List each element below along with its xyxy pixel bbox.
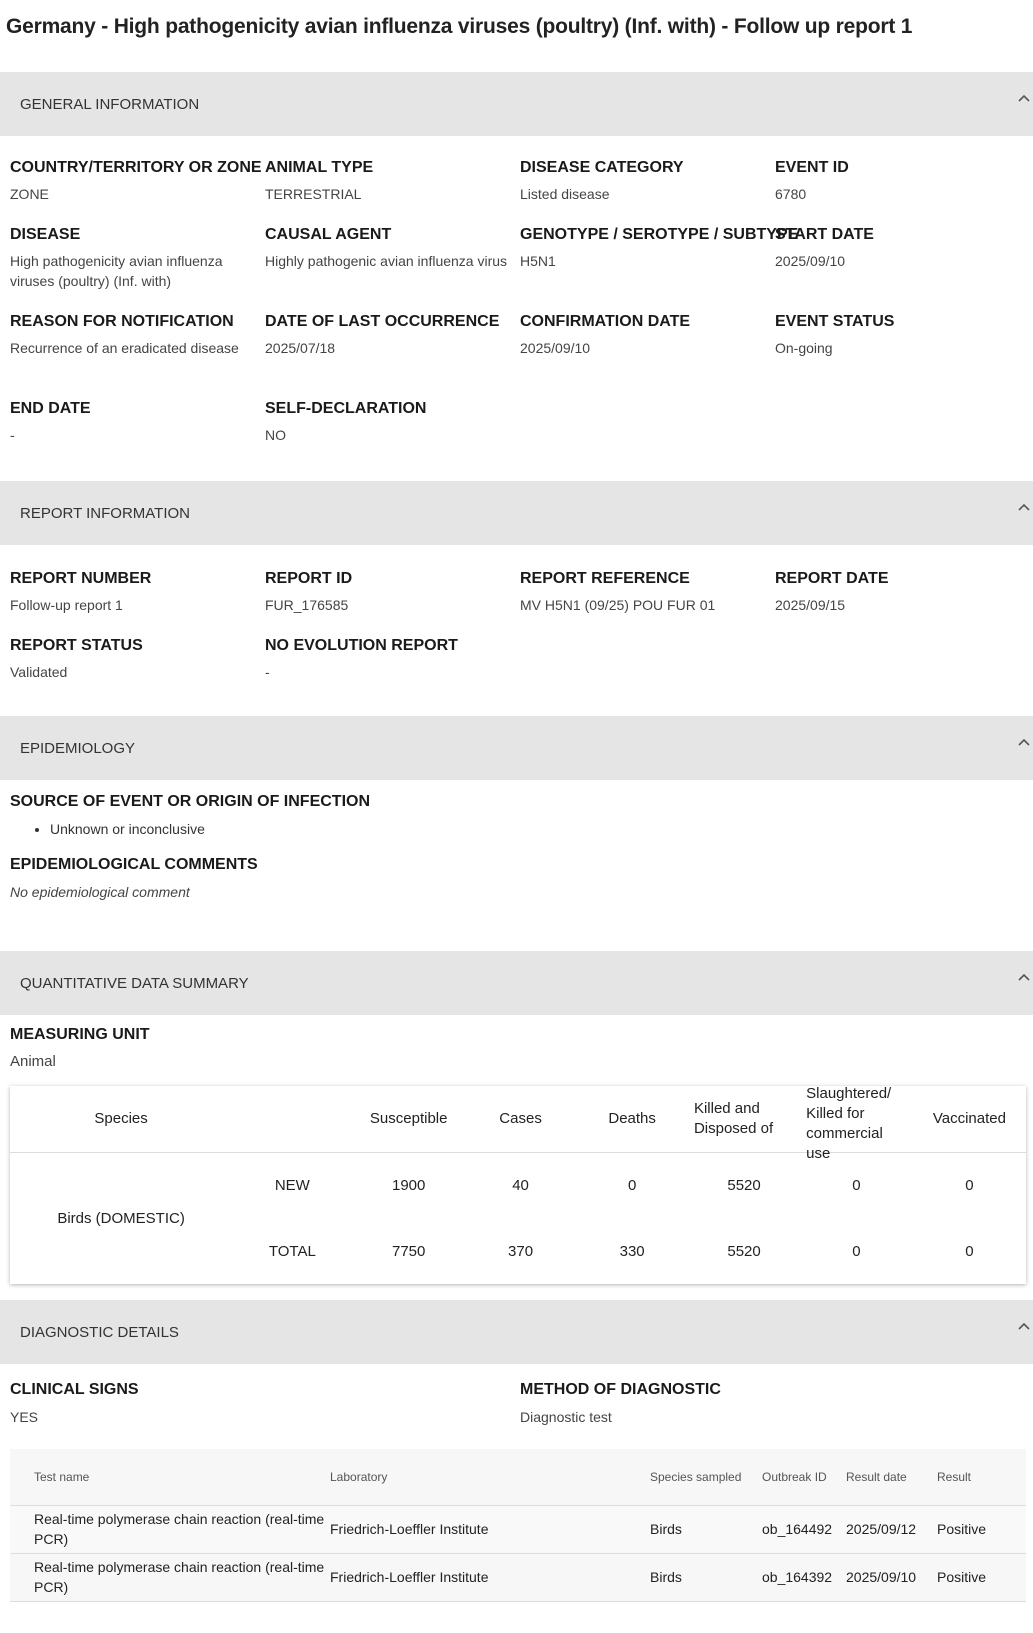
column-header-slaughtered bbox=[800, 1084, 913, 1162]
field-label: END DATE bbox=[10, 400, 91, 417]
epidemiological-comments-value: No epidemiological comment bbox=[10, 884, 190, 900]
susceptible-cell: 1900 bbox=[392, 1176, 426, 1194]
field-value: TERRESTRIAL bbox=[265, 186, 362, 202]
field-value: On-going bbox=[775, 340, 833, 356]
field-value: High pathogenicity avian influenza viruses (poultry) (Inf. with) bbox=[10, 253, 223, 289]
chevron-up-icon[interactable] bbox=[1017, 501, 1031, 515]
page-title: Germany - High pathogenicity avian influenza viruses (poultry) (Inf. with) - Follow up report 1 bbox=[6, 15, 913, 38]
slaughtered-cell: 0 bbox=[852, 1242, 861, 1260]
field-label: REPORT STATUS bbox=[10, 637, 143, 654]
field-value: 2025/07/18 bbox=[265, 340, 336, 356]
source-list bbox=[50, 819, 1023, 839]
field-value: 2025/09/10 bbox=[520, 340, 591, 356]
field-value: H5N1 bbox=[520, 253, 556, 269]
chevron-up-icon[interactable] bbox=[1017, 1320, 1031, 1334]
field-value: ZONE bbox=[10, 186, 49, 202]
source-of-event-label: SOURCE OF EVENT OR ORIGIN OF INFECTION bbox=[10, 793, 371, 810]
field-label: ANIMAL TYPE bbox=[265, 159, 374, 176]
result-date-cell: 2025/09/12 bbox=[846, 1505, 937, 1553]
field-value: 2025/09/10 bbox=[775, 253, 846, 269]
measuring-unit-value: Animal bbox=[10, 1053, 56, 1070]
section-header-report[interactable] bbox=[0, 481, 1033, 545]
field-label: REPORT REFERENCE bbox=[520, 570, 690, 587]
column-header-result-date: Result date bbox=[846, 1449, 937, 1505]
clinical-signs-label: CLINICAL SIGNS bbox=[10, 1381, 139, 1398]
field-label: COUNTRY/TERRITORY OR ZONE bbox=[10, 159, 262, 176]
table-row bbox=[10, 1505, 1026, 1553]
field-label: REPORT DATE bbox=[775, 570, 889, 587]
field-label: NO EVOLUTION REPORT bbox=[265, 637, 458, 654]
species-cell: Birds (DOMESTIC) bbox=[57, 1209, 185, 1227]
field-label: SELF-DECLARATION bbox=[265, 400, 427, 417]
field-label: GENOTYPE / SEROTYPE / SUBTYPE bbox=[520, 226, 799, 243]
column-header-species-sampled: Species sampled bbox=[650, 1449, 762, 1505]
killed-cell: 5520 bbox=[727, 1176, 761, 1194]
epidemiological-comments-label: EPIDEMIOLOGICAL COMMENTS bbox=[10, 856, 258, 873]
table-row bbox=[10, 1553, 1026, 1601]
section-title: REPORT INFORMATION bbox=[20, 504, 191, 522]
killed-cell: 5520 bbox=[727, 1242, 761, 1260]
deaths-cell: 330 bbox=[619, 1242, 645, 1260]
row-type-cell: TOTAL bbox=[268, 1242, 316, 1260]
field-label: DISEASE bbox=[10, 226, 81, 243]
field-label: START DATE bbox=[775, 226, 874, 243]
column-header-susceptible: Susceptible bbox=[353, 1086, 465, 1152]
species-sampled-cell: Birds bbox=[650, 1553, 762, 1601]
field-value: - bbox=[265, 664, 270, 680]
laboratory-cell: Friedrich-Loeffler Institute bbox=[330, 1505, 650, 1553]
field-label: REPORT ID bbox=[265, 570, 353, 587]
test-name-cell: Real-time polymerase chain reaction (real-time PCR) bbox=[34, 1505, 330, 1553]
field-value: Listed disease bbox=[520, 186, 610, 202]
test-name-cell: Real-time polymerase chain reaction (real-time PCR) bbox=[34, 1553, 330, 1601]
section-header-diagnostic[interactable] bbox=[0, 1300, 1033, 1364]
field-value: FUR_176585 bbox=[265, 597, 349, 613]
result-cell: Positive bbox=[937, 1553, 1026, 1601]
field-value: Validated bbox=[10, 664, 68, 680]
column-header-result: Result bbox=[937, 1449, 1026, 1505]
diagnostic-table bbox=[10, 1449, 1026, 1602]
deaths-cell: 0 bbox=[627, 1176, 637, 1194]
field-label: DISEASE CATEGORY bbox=[520, 159, 684, 176]
table-row bbox=[10, 1152, 1026, 1218]
field-label: CONFIRMATION DATE bbox=[520, 313, 691, 330]
section-title: GENERAL INFORMATION bbox=[20, 95, 200, 113]
field-label: REPORT NUMBER bbox=[10, 570, 152, 587]
field-value: Highly pathogenic avian influenza virus bbox=[265, 253, 508, 269]
laboratory-cell: Friedrich-Loeffler Institute bbox=[330, 1553, 650, 1601]
spacer-cell bbox=[10, 1553, 34, 1601]
method-of-diagnostic-value: Diagnostic test bbox=[520, 1409, 612, 1425]
clinical-signs-value: YES bbox=[10, 1409, 39, 1425]
column-header-spacer bbox=[10, 1449, 34, 1505]
section-title: DIAGNOSTIC DETAILS bbox=[20, 1323, 179, 1341]
section-title: EPIDEMIOLOGY bbox=[20, 739, 136, 757]
field-label: EVENT ID bbox=[775, 159, 849, 176]
field-label: EVENT STATUS bbox=[775, 313, 895, 330]
chevron-up-icon[interactable] bbox=[1017, 92, 1031, 106]
column-header-laboratory: Laboratory bbox=[330, 1449, 650, 1505]
measuring-unit-label: MEASURING UNIT bbox=[10, 1026, 150, 1043]
field-label: DATE OF LAST OCCURRENCE bbox=[265, 313, 500, 330]
column-header-cases: Cases bbox=[465, 1086, 577, 1152]
field-value: 6780 bbox=[775, 186, 807, 202]
cases-cell: 40 bbox=[512, 1176, 529, 1194]
section-header-quantitative[interactable] bbox=[0, 951, 1033, 1015]
section-title: QUANTITATIVE DATA SUMMARY bbox=[20, 974, 249, 992]
list-item: • Unknown or inconclusive bbox=[50, 819, 1023, 839]
chevron-up-icon[interactable] bbox=[1017, 971, 1031, 985]
field-value: 2025/09/15 bbox=[775, 597, 846, 613]
column-header-killed-text: Killed and Disposed of bbox=[693, 1099, 774, 1137]
column-header-blank bbox=[232, 1086, 352, 1152]
column-header-outbreak-id: Outbreak ID bbox=[762, 1449, 846, 1505]
column-header-killed bbox=[688, 1086, 800, 1152]
susceptible-cell: 7750 bbox=[392, 1242, 426, 1260]
column-header-deaths: Deaths bbox=[576, 1086, 688, 1152]
field-value: Recurrence of an eradicated disease bbox=[10, 340, 239, 356]
quantitative-table bbox=[10, 1086, 1026, 1284]
vaccinated-cell: 0 bbox=[965, 1242, 974, 1260]
column-header-test-name: Test name bbox=[34, 1449, 330, 1505]
spacer-cell bbox=[10, 1505, 34, 1553]
field-value: Follow-up report 1 bbox=[10, 597, 123, 613]
column-header-slaughtered-text: Slaughtered/ Killed for commercial use bbox=[806, 1084, 892, 1162]
section-header-general[interactable] bbox=[0, 72, 1033, 136]
field-label: REASON FOR NOTIFICATION bbox=[10, 313, 234, 330]
method-of-diagnostic-label: METHOD OF DIAGNOSTIC bbox=[520, 1381, 721, 1398]
column-header-species: Species bbox=[10, 1086, 232, 1152]
species-sampled-cell: Birds bbox=[650, 1505, 762, 1553]
field-label: CAUSAL AGENT bbox=[265, 226, 392, 243]
field-value: - bbox=[10, 427, 15, 443]
cases-cell: 370 bbox=[508, 1242, 534, 1260]
column-header-vaccinated: Vaccinated bbox=[913, 1086, 1026, 1152]
chevron-up-icon[interactable] bbox=[1017, 736, 1031, 750]
row-type-cell: NEW bbox=[274, 1176, 310, 1194]
field-value: NO bbox=[265, 427, 286, 443]
outbreak-id-cell: ob_164492 bbox=[762, 1505, 846, 1553]
result-cell: Positive bbox=[937, 1505, 1026, 1553]
vaccinated-cell: 0 bbox=[965, 1176, 974, 1194]
slaughtered-cell: 0 bbox=[852, 1176, 861, 1194]
outbreak-id-cell: ob_164392 bbox=[762, 1553, 846, 1601]
result-date-cell: 2025/09/10 bbox=[846, 1553, 937, 1601]
section-header-epidemiology[interactable] bbox=[0, 716, 1033, 780]
field-value: MV H5N1 (09/25) POU FUR 01 bbox=[520, 597, 716, 613]
